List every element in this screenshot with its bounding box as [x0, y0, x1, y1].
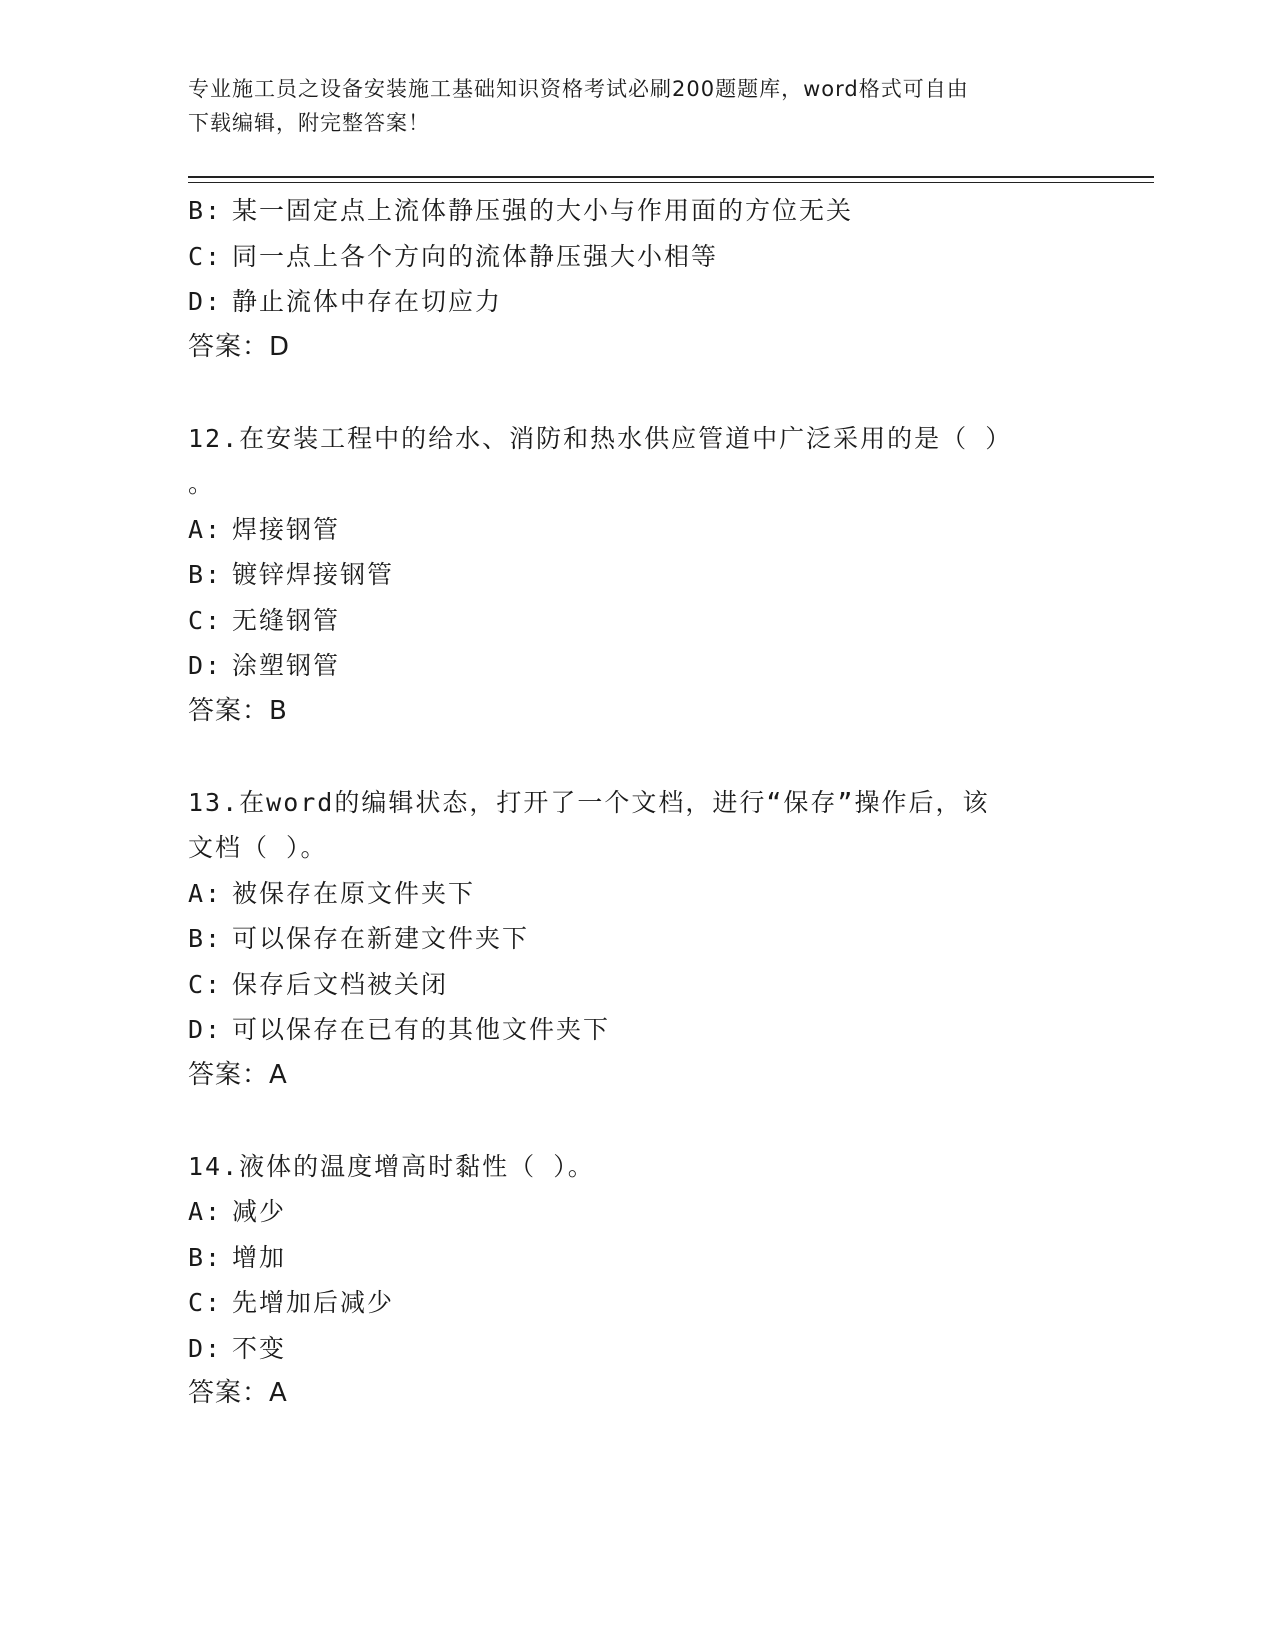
option-d — [188, 643, 1088, 689]
option-letter: D: — [188, 287, 223, 316]
question-stem-continued: 文档（ ）。 — [188, 833, 328, 862]
question-13-block — [188, 780, 1088, 1099]
option-text: 不变 — [232, 1333, 287, 1363]
document-header — [188, 72, 1088, 140]
option-c — [188, 234, 1088, 280]
option-letter: B: — [188, 196, 223, 225]
option-text: 增加 — [232, 1242, 287, 1272]
header-title-line-1: 专业施工员之设备安装施工基础知识资格考试必刷200题题库，word格式可自由 — [188, 77, 969, 101]
option-letter: A: — [188, 514, 223, 544]
answer-line: 答案：A — [188, 1059, 288, 1090]
option-letter: C: — [188, 1288, 223, 1317]
option-text: 减少 — [232, 1197, 287, 1226]
prev-question-block — [188, 188, 1088, 370]
option-letter: A: — [188, 878, 223, 908]
option-c — [188, 1280, 1088, 1326]
option-b — [188, 1235, 1088, 1281]
header-divider-thick — [188, 176, 1154, 178]
option-b — [188, 188, 1088, 234]
option-d — [188, 1326, 1088, 1372]
option-b — [188, 916, 1088, 962]
option-text: 可以保存在已有的其他文件夹下 — [232, 1015, 611, 1044]
question-14-block — [188, 1144, 1088, 1417]
option-b — [188, 552, 1088, 598]
option-letter: B: — [188, 560, 223, 589]
option-text: 某一固定点上流体静压强的大小与作用面的方位无关 — [232, 196, 854, 225]
option-text: 被保存在原文件夹下 — [232, 878, 476, 908]
question-body — [188, 188, 1088, 1417]
question-stem: 12.在安装工程中的给水、消防和热水供应管道中广泛采用的是（ ） — [188, 423, 1013, 453]
answer-line: 答案：D — [188, 331, 291, 362]
option-a — [188, 507, 1088, 553]
option-c — [188, 962, 1088, 1008]
header-divider-thin — [188, 182, 1154, 183]
spacer — [188, 370, 1088, 416]
option-d — [188, 1007, 1088, 1053]
question-stem-continued: 。 — [188, 469, 216, 498]
option-letter: B: — [188, 924, 223, 953]
option-letter: D: — [188, 1333, 223, 1363]
header-title-line-2: 下载编辑，附完整答案！ — [188, 111, 430, 135]
option-text: 先增加后减少 — [232, 1288, 395, 1317]
option-a — [188, 871, 1088, 917]
option-letter: C: — [188, 241, 223, 271]
option-text: 可以保存在新建文件夹下 — [232, 924, 530, 953]
option-text: 同一点上各个方向的流体静压强大小相等 — [232, 241, 719, 271]
option-letter: D: — [188, 651, 223, 680]
option-c — [188, 598, 1088, 644]
option-letter: C: — [188, 605, 223, 635]
option-letter: B: — [188, 1242, 223, 1272]
answer-line: 答案：A — [188, 1378, 288, 1408]
option-text: 无缝钢管 — [232, 605, 341, 635]
option-letter: C: — [188, 969, 223, 999]
option-text: 保存后文档被关闭 — [232, 969, 449, 999]
option-text: 涂塑钢管 — [232, 651, 341, 680]
option-text: 焊接钢管 — [232, 514, 341, 544]
option-a — [188, 1189, 1088, 1235]
question-12-block — [188, 416, 1088, 735]
option-letter: A: — [188, 1197, 223, 1226]
option-letter: D: — [188, 1015, 223, 1044]
question-stem: 13.在word的编辑状态，打开了一个文档，进行“保存”操作后，该 — [188, 787, 990, 817]
option-text: 静止流体中存在切应力 — [232, 287, 503, 316]
option-text: 镀锌焊接钢管 — [232, 560, 395, 589]
question-stem: 14.液体的温度增高时黏性（ ）。 — [188, 1151, 595, 1181]
answer-line: 答案：B — [188, 695, 288, 726]
spacer — [188, 1098, 1088, 1144]
spacer — [188, 734, 1088, 780]
option-d — [188, 279, 1088, 325]
